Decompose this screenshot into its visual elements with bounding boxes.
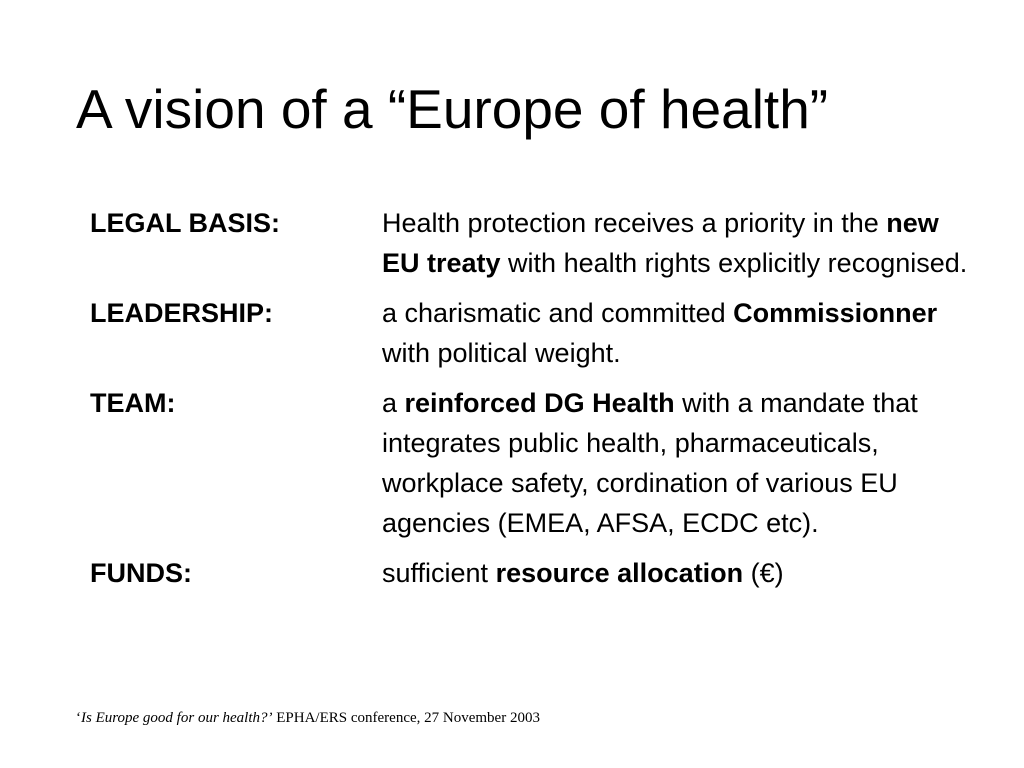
emphasis-text: resource allocation [495, 558, 744, 588]
footnote-details: EPHA/ERS conference, 27 November 2003 [272, 710, 540, 726]
vision-row-leadership [90, 293, 970, 373]
emphasis-text: new EU treaty [382, 208, 939, 278]
row-text [382, 203, 968, 283]
footnote-title: Is Europe good for our health?’ [81, 710, 273, 726]
slide-title: A vision of a “Europe of health” [76, 78, 829, 140]
row-label: FUNDS: [90, 558, 192, 588]
body-text: (€) [743, 558, 784, 588]
row-text [382, 553, 968, 593]
body-text: a charismatic and committed [382, 298, 734, 328]
body-text: with a mandate that integrates public health, pharmaceuticals, workplace safety, cordination of various EU agencies (EMEA, AFSA, ECDC etc). [382, 388, 918, 538]
row-label: LEADERSHIP: [90, 298, 274, 328]
row-text [382, 383, 968, 543]
body-text: a [382, 388, 405, 418]
row-text [382, 293, 968, 373]
vision-row-legal-basis [90, 203, 970, 283]
body-text: with political weight. [382, 338, 621, 368]
footnote-open-quote: ‘ [76, 710, 81, 726]
emphasis-text: Commissionner [733, 298, 938, 328]
row-label: LEGAL BASIS: [90, 208, 281, 238]
vision-row-funds [90, 553, 970, 593]
body-text: Health protection receives a priority in the [382, 208, 887, 238]
vision-list [90, 203, 970, 603]
row-label: TEAM: [90, 388, 176, 418]
body-text: with health rights explicitly recognised. [500, 248, 968, 278]
footnote-citation [76, 708, 540, 728]
vision-row-team [90, 383, 970, 543]
body-text: sufficient [382, 558, 496, 588]
emphasis-text: reinforced DG Health [404, 388, 675, 418]
